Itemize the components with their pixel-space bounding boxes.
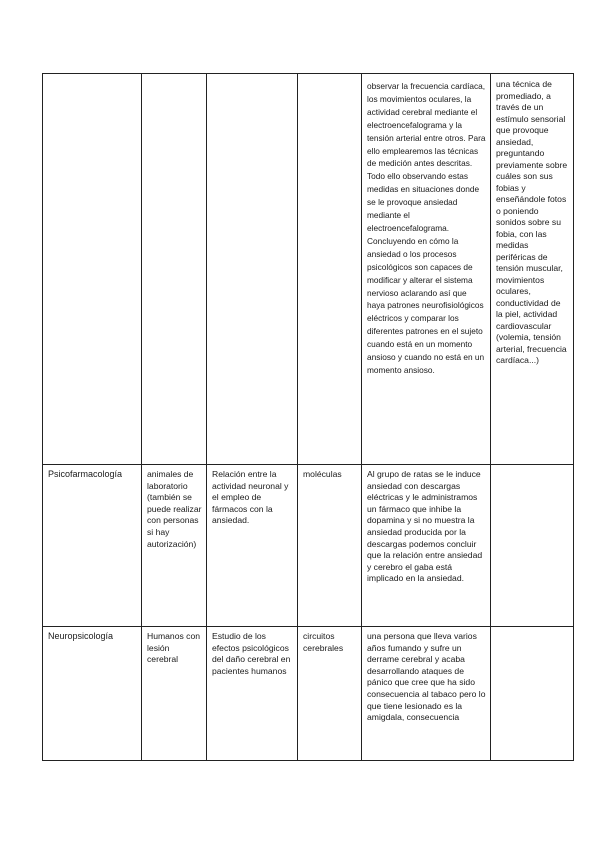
cell-discipline: Neuropsicología: [43, 627, 142, 761]
cell-subjects: [142, 74, 207, 465]
cell-subjects: animales de laboratorio (también se puede realizar con personas si hay autorización): [142, 465, 207, 627]
cell-experiment: observar la frecuencia cardíaca, los movimientos oculares, la actividad cerebral mediante el electroencefalograma y la tensión arterial entre otros. Para ello emplearemos las técnicas de medición antes descritas. Todo ello observando estas medidas en situaciones donde se le provoque ansiedad mediante el electroencefalograma. Concluyendo en cómo la ansiedad o los procesos psicológicos son capaces de modificar y alterar el sistema nervioso aclarando así que haya patrones neurofisiológicos eléctricos y comparar los diferentes patrones en el sujeto cuando está en un momento ansioso y cuando no está en un momento ansioso.: [362, 74, 491, 465]
cell-discipline: Psicofarmacología: [43, 465, 142, 627]
cell-experiment: Al grupo de ratas se le induce ansiedad con descargas eléctricas y le administramos un fármaco que inhibe la dopamina y si no muestra la ansiedad producida por la descargas podemos concluir que la relación entre ansiedad y cerebro el gaba está implicado en la ansiedad.: [362, 465, 491, 627]
cell-method: una técnica de promediado, a través de un estímulo sensorial que provoque ansiedad, preguntando previamente sobre cuáles son sus fobias y enseñándole fotos o poniendo sonidos sobre su fobia, con las medidas periféricas de tensión muscular, movimientos oculares, conductividad de la piel, actividad cardiovascular (volemia, tensión arterial, frecuencia cardíaca...): [491, 74, 574, 465]
research-table: [42, 73, 574, 761]
cell-level: [298, 74, 362, 465]
cell-method: [491, 627, 574, 761]
table-row: [43, 627, 574, 761]
cell-discipline: [43, 74, 142, 465]
table-row: [43, 74, 574, 465]
cell-relation: Relación entre la actividad neuronal y el empleo de fármacos con la ansiedad.: [207, 465, 298, 627]
cell-subjects: Humanos con lesión cerebral: [142, 627, 207, 761]
table-row: [43, 465, 574, 627]
cell-relation: [207, 74, 298, 465]
cell-relation: Estudio de los efectos psicológicos del daño cerebral en pacientes humanos: [207, 627, 298, 761]
cell-level: moléculas: [298, 465, 362, 627]
cell-level: circuitos cerebrales: [298, 627, 362, 761]
cell-experiment: una persona que lleva varios años fumando y sufre un derrame cerebral y acaba desarrollando ataques de pánico que cree que ha sido consecuencia al tabaco pero lo que tiene lesionado es la amigdala, consecuencia: [362, 627, 491, 761]
cell-method: [491, 465, 574, 627]
